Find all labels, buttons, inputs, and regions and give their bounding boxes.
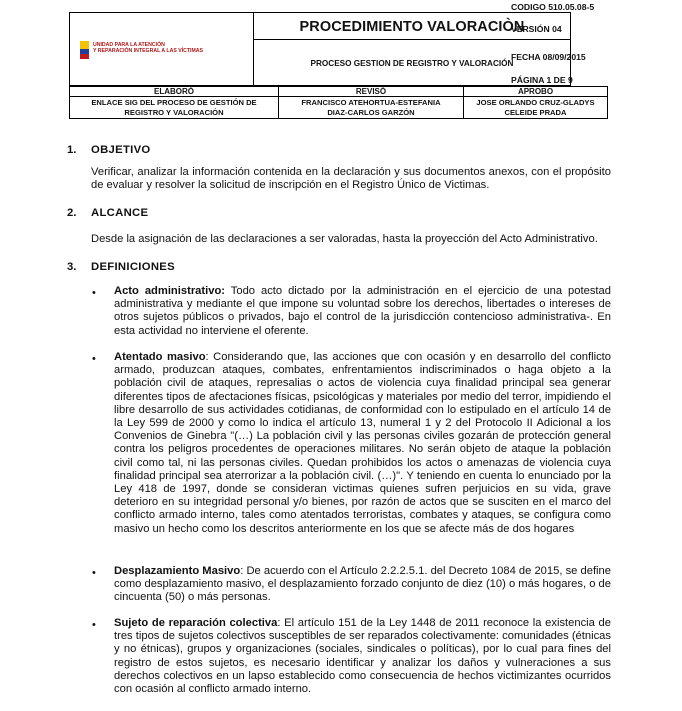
definition-text: : El artículo 151 de la Ley 1448 de 2011 reconoce la existencia de tres tipos de sujetos colectivos susceptibles de ser reparados colectivamente: comunidades (étnicas y no étnicas), grupos y organizaciones (sociales, sindicales o políticas), por lo cual para fines del registro de estos sujetos, es necesario identificar y analizar los daños y vulneraciones a sus derechos colectivos en un lapso establecido como consecuencia de hechos victimizantes ocurridos con ocasión al conflicto armado interno. — [114, 617, 612, 696]
logo-line-2: Y REPARACIÓN INTEGRAL A LAS VÍCTIMAS — [93, 48, 203, 54]
definition-text: : De acuerdo con el Artículo 2.2.2.5.1. del Decreto 1084 de 2015, se define como desplazamiento masivo, el desplazamiento forzado conjunto de diez (10) o más hogares, o de cincuenta (50) o más personas. — [114, 565, 611, 604]
document-code: CODIGO 510.05.08-5 — [511, 2, 595, 12]
bullet-icon: • — [92, 567, 96, 579]
section-number: 2. — [67, 207, 77, 219]
definition-term: Desplazamiento Masivo — [114, 565, 241, 577]
reviso-value: FRANCISCO ATEHORTUA-ESTEFANIA DIAZ-CARLOS GARZÓN — [278, 96, 464, 119]
definition-term: Acto administrativo: — [114, 285, 226, 297]
divider — [254, 39, 570, 40]
definition-desplazamiento-masivo — [114, 565, 611, 605]
elaboro-value: ENLACE SIG DEL PROCESO DE GESTIÓN DE REGISTRO Y VALORACIÓN — [69, 96, 279, 119]
document-date: FECHA 08/09/2015 — [511, 52, 586, 62]
section-title-definiciones: DEFINICIONES — [91, 261, 175, 273]
bullet-icon: • — [92, 619, 96, 631]
bullet-icon: • — [92, 353, 96, 365]
page-title: PROCEDIMIENTO VALORACIÒN — [299, 19, 525, 35]
definition-acto-administrativo — [114, 285, 611, 338]
definition-term: Atentado masivo — [114, 351, 206, 363]
page-number: PÁGINA 1 DE 9 — [511, 75, 573, 85]
objetivo-text: Verificar, analizar la información contenida en la declaración y sus documentos anexos, con el propósito de evaluar y resolver la solicitud de inscripción en el Registro Único de Victimas. — [91, 166, 611, 192]
section-number: 3. — [67, 261, 77, 273]
logo-line-1: UNIDAD PARA LA ATENCIÓN — [93, 42, 165, 48]
section-title-alcance: ALCANCE — [91, 207, 149, 219]
bullet-icon: • — [92, 287, 96, 299]
document-header — [69, 2, 608, 119]
definition-sujeto-reparacion — [114, 617, 611, 696]
definition-text: Todo acto dictado por la administración en el ejercicio de una potestad administrativa y mediante el que impone su voluntad sobre los derechos, libertades o intereses de otros sujetos públicos o privados, bajo el control de la jurisdicción contencioso administrativa-. En esta actividad no interviene el oferente. — [114, 285, 611, 337]
aprobo-value: JOSE ORLANDO CRUZ-GLADYS CELEIDE PRADA — [463, 96, 608, 119]
definition-text: : Considerando que, las acciones que con ocasión y en desarrollo del conflicto armado, produzcan ataques, combates, enfrentamientos indiscriminados o haga objeto a la población civil de ataques, represalias o actos de violencia cuya finalidad principal sea generar diferentes tipos de afectaciones físicas, psicológicas y materiales por medio del terror, impidiendo el libre desarrollo de sus actividades cotidianas, de conformidad con lo estipulado en el artículo 14 de la Ley 599 de 2000 y como lo indica el artículo 13, numeral 1 y 2 del Protocolo II Adicional a los Convenios de Ginebra "(…) La población civil y las personas civiles gozarán de protección general contra los peligros procedentes de operaciones militares. No serán objeto de ataque la población civil como tal, ni las personas civiles. Quedan prohibidos los actos o amenazas de violencia cuya finalidad principal sea aterrorizar a la población civil. (…)". Y teniendo en cuenta lo enunciado por la Ley 418 de 1997, donde se consideran victimas quienes sufren perjuicios en su vida, grave deterioro en su integridad personal y/o bienes, por razón de actos que se susciten en el marco del conflicto armado interno, tales como atentados terroristas, combates y ataques, se configura como masivo un hecho como los descritos anteriormente en los que se afecte más de dos hogares — [114, 351, 612, 535]
definition-atentado-masivo — [114, 351, 611, 536]
reviso-header: REVISÓ — [278, 86, 464, 97]
elaboro-header: ELABORÓ — [69, 86, 279, 97]
section-number: 1. — [67, 144, 77, 156]
logo-cell — [69, 12, 254, 86]
document-version: VERSIÓN 04 — [511, 24, 562, 34]
alcance-text: Desde la asignación de las declaraciones a ser valoradas, hasta la proyección del Acto Administrativo. — [91, 233, 598, 245]
definition-term: Sujeto de reparación colectiva — [114, 617, 278, 629]
logo-text — [93, 42, 203, 54]
aprobo-header: APROBO — [463, 86, 608, 97]
section-title-objetivo: OBJETIVO — [91, 144, 151, 156]
colombia-emblem-icon — [80, 41, 89, 59]
process-subtitle: PROCESO GESTION DE REGISTRO Y VALORACIÓN — [310, 59, 514, 68]
